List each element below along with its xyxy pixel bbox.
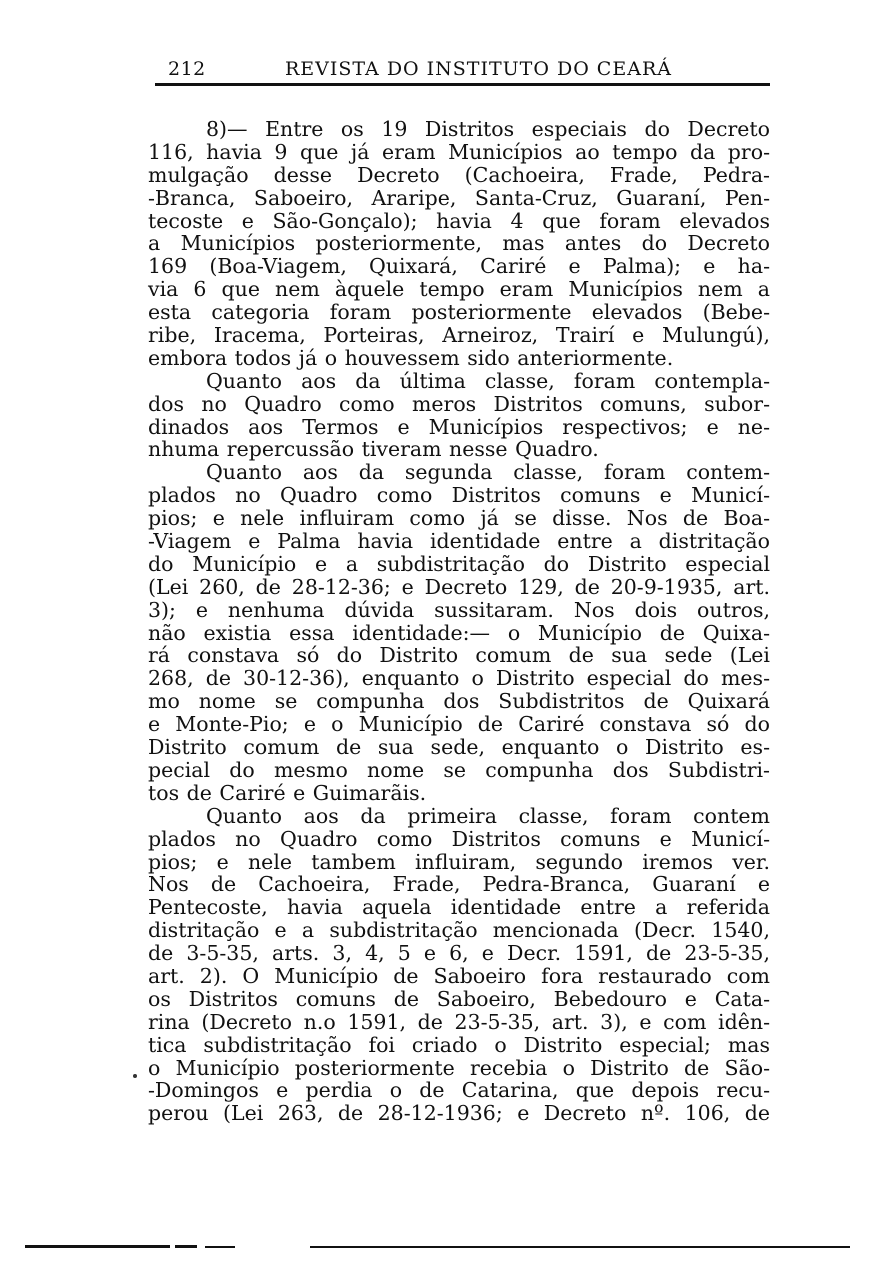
text-line: dinados aos Termos e Municípios respectivos; e ne- [148,414,770,439]
text-line: mo nome se compunha dos Subdistritos de Quixará [148,689,770,714]
text-line: tecoste e São-Gonçalo); havia 4 que foram elevados [148,208,770,233]
text-line: Quanto aos da última classe, foram contempla- [206,368,770,393]
text-line: perou (Lei 263, de 28-12-1936; e Decreto nº. 106, de [148,1101,770,1126]
text-line: -Branca, Saboeiro, Araripe, Santa-Cruz, Guaraní, Pen- [148,185,770,210]
running-title: REVISTA DO INSTITUTO DO CEARÁ [285,58,672,80]
text-line: dos no Quadro como meros Distritos comuns, subor- [148,391,770,416]
footer-rule [25,1245,170,1248]
text-line: rá constava só do Distrito comum de sua sede (Lei [148,643,770,668]
text-line: distritação e a subdistritação mencionada (Decr. 1540, [148,918,770,943]
text-line: mulgação desse Decreto (Cachoeira, Frade, Pedra- [148,162,770,187]
text-line: Quanto aos da primeira classe, foram contem [206,803,770,828]
text-line: 268, de 30-12-36), enquanto o Distrito especial do mes- [148,666,770,691]
text-line: Distrito comum de sua sede, enquanto o Distrito es- [148,735,770,760]
header-rule [155,83,770,86]
text-line: -Domingos e perdia o de Catarina, que depois recu- [148,1078,770,1103]
text-line: 8)— Entre os 19 Distritos especiais do Decreto [206,117,770,141]
text-line: embora todos já o houvessem sido anteriormente. [148,345,674,370]
text-line: o Município posteriormente recebia o Distrito de São- [148,1055,770,1080]
text-line: de 3-5-35, arts. 3, 4, 5 e 6, e Decr. 1591, de 23-5-35, [148,941,770,966]
text-line: do Município e a subdistritação do Distrito especial [148,551,770,576]
page-number: 212 [168,58,206,80]
text-line: rina (Decreto n.o 1591, de 23-5-35, art. 3), e com idên- [148,1009,770,1034]
text-line: e Monte-Pio; e o Município de Cariré constava só do [148,712,770,737]
margin-mark [133,1074,137,1078]
footer-rule [310,1246,850,1248]
text-line: esta categoria foram posteriormente elevados (Bebe- [148,300,770,325]
text-line: art. 2). O Município de Saboeiro fora restaurado com [148,963,770,988]
text-line: -Viagem e Palma havia identidade entre a distritação [148,529,770,554]
text-line: nhuma repercussão tiveram nesse Quadro. [148,437,599,462]
footer-rule [205,1246,235,1248]
text-line: 169 (Boa-Viagem, Quixará, Cariré e Palma); e ha- [148,254,770,279]
text-line: plados no Quadro como Distritos comuns e Municí- [148,826,770,851]
text-line: ribe, Iracema, Porteiras, Arneiroz, Trairí e Mulungú), [148,323,770,348]
text-line: via 6 que nem àquele tempo eram Municípios nem a [148,277,770,302]
text-line: (Lei 260, de 28-12-36; e Decreto 129, de 20-9-1935, art. [148,574,770,599]
text-line: 3); e nenhuma dúvida sussitaram. Nos dois outros, [148,597,770,622]
text-line: Nos de Cachoeira, Frade, Pedra-Branca, Guaraní e [148,872,770,897]
text-line: tica subdistritação foi criado o Distrito especial; mas [148,1032,770,1057]
text-line: plados no Quadro como Distritos comuns e Municí- [148,483,770,508]
running-header [155,56,770,86]
text-line: não existia essa identidade:— o Município de Quixa- [148,620,770,645]
text-line: 116, havia 9 que já eram Municípios ao tempo da pro- [148,139,770,164]
text-line: Quanto aos da segunda classe, foram contem- [206,460,770,485]
text-line: pios; e nele influiram como já se disse. Nos de Boa- [148,506,770,531]
text-line: tos de Cariré e Guimarãis. [148,780,427,805]
body-text [148,118,770,1125]
text-line: pios; e nele tambem influiram, segundo iremos ver. [148,849,770,874]
text-line: pecial do mesmo nome se compunha dos Subdistri- [148,757,770,782]
text-line: Pentecoste, havia aquela identidade entre a referida [148,895,770,920]
text-line: a Municípios posteriormente, mas antes do Decreto [148,231,770,256]
text-line: os Distritos comuns de Saboeiro, Bebedouro e Cata- [148,986,770,1011]
footer-rule [175,1245,197,1248]
